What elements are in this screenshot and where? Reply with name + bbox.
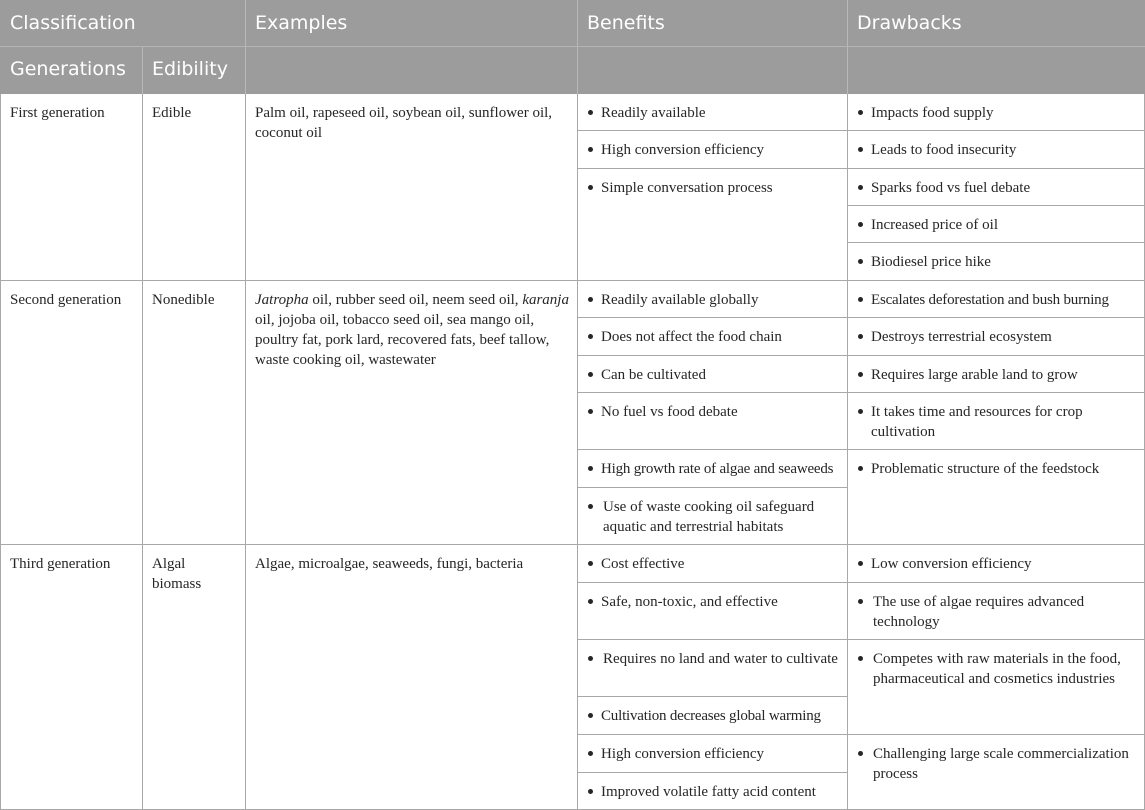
header-edibility: Edibility bbox=[142, 46, 245, 94]
column-divider bbox=[142, 94, 143, 810]
row3-drawback: Low conversion efficiency bbox=[847, 545, 1145, 574]
cell-separator bbox=[847, 734, 1145, 735]
row3-benefit: Cost effective bbox=[577, 545, 847, 574]
cell-separator bbox=[577, 772, 847, 773]
row-separator bbox=[0, 544, 1145, 545]
row3-edibility: Algal biomass bbox=[152, 556, 202, 592]
row3-generation: Third generation bbox=[10, 556, 111, 572]
row3-benefit: Safe, non-toxic, and effective bbox=[577, 583, 847, 612]
header-generations: Generations bbox=[0, 46, 142, 94]
cell-separator bbox=[847, 639, 1145, 640]
cell-separator bbox=[847, 355, 1145, 356]
header-divider bbox=[142, 46, 143, 94]
row2-drawback: Destroys terrestrial ecosystem bbox=[847, 318, 1145, 347]
row2-drawback: Escalates deforestation and bush burning bbox=[847, 281, 1145, 310]
italic-species-name: Jatropha bbox=[255, 292, 309, 308]
row2-drawback: It takes time and resources for crop cultivation bbox=[847, 393, 1145, 442]
cell-separator bbox=[847, 242, 1145, 243]
row1-benefit: Readily available bbox=[577, 94, 847, 123]
column-divider bbox=[245, 94, 246, 810]
italic-species-name: karanja bbox=[522, 292, 569, 308]
row2-benefit: High growth rate of algae and seaweeds bbox=[577, 450, 847, 479]
row1-drawback: Leads to food insecurity bbox=[847, 131, 1145, 160]
row2-examples bbox=[245, 281, 577, 370]
row2-benefit: No fuel vs food debate bbox=[577, 393, 847, 422]
row1-examples: Palm oil, rapeseed oil, soybean oil, sunflower oil, coconut oil bbox=[255, 105, 553, 141]
row1-drawback: Increased price of oil bbox=[847, 206, 1145, 235]
header-benefits: Benefits bbox=[577, 0, 847, 46]
cell-separator bbox=[577, 639, 847, 640]
examples-text: oil, jojoba oil, tobacco seed oil, sea mango oil, poultry fat, pork lard, recovered fats, beef tallow, waste cooking oil, wastewater bbox=[255, 312, 550, 368]
row2-benefit: Use of waste cooking oil safeguard aquatic and terrestrial habitats bbox=[577, 488, 847, 537]
row2-generation: Second generation bbox=[10, 292, 122, 308]
header-examples: Examples bbox=[245, 0, 577, 46]
cell-separator bbox=[577, 392, 847, 393]
row2-drawback: Requires large arable land to grow bbox=[847, 356, 1145, 385]
cell-separator bbox=[577, 582, 847, 583]
row3-benefit: Improved volatile fatty acid content bbox=[577, 773, 847, 802]
cell-separator bbox=[847, 130, 1145, 131]
row2-benefit: Readily available globally bbox=[577, 281, 847, 310]
cell-separator bbox=[847, 392, 1145, 393]
cell-separator bbox=[847, 449, 1145, 450]
header-benefits-sub bbox=[577, 46, 847, 94]
header-divider bbox=[577, 0, 578, 94]
cell-separator bbox=[847, 317, 1145, 318]
cell-separator bbox=[577, 317, 847, 318]
row3-benefit: Requires no land and water to cultivate bbox=[577, 640, 847, 669]
cell-separator bbox=[577, 130, 847, 131]
row3-examples: Algae, microalgae, seaweeds, fungi, bacteria bbox=[255, 556, 524, 572]
cell-separator bbox=[577, 487, 847, 488]
row2-benefit: Can be cultivated bbox=[577, 356, 847, 385]
cell-separator bbox=[847, 205, 1145, 206]
row2-edibility: Nonedible bbox=[152, 292, 215, 308]
cell-separator bbox=[577, 449, 847, 450]
cell-separator bbox=[847, 168, 1145, 169]
header-divider bbox=[847, 0, 848, 94]
examples-text: oil, rubber seed oil, neem seed oil, bbox=[308, 292, 523, 308]
row1-edibility: Edible bbox=[152, 105, 192, 121]
row1-benefit: High conversion efficiency bbox=[577, 131, 847, 160]
row3-drawback: The use of algae requires advanced technology bbox=[847, 583, 1145, 632]
cell-separator bbox=[847, 582, 1145, 583]
header-divider bbox=[0, 46, 1145, 47]
row2-benefit: Does not affect the food chain bbox=[577, 318, 847, 347]
header-drawbacks-sub bbox=[847, 46, 1145, 94]
row3-benefit: High conversion efficiency bbox=[577, 735, 847, 764]
row-separator bbox=[0, 280, 1145, 281]
row1-drawback: Sparks food vs fuel debate bbox=[847, 169, 1145, 198]
header-drawbacks: Drawbacks bbox=[847, 0, 1145, 46]
row3-drawback: Competes with raw materials in the food, pharmaceutical and cosmetics industries bbox=[847, 640, 1145, 689]
cell-separator bbox=[577, 734, 847, 735]
header-examples-sub bbox=[245, 46, 577, 94]
header-classification: Classification bbox=[0, 0, 245, 46]
header-divider bbox=[245, 0, 246, 94]
cell-separator bbox=[577, 168, 847, 169]
column-divider bbox=[847, 94, 848, 810]
row1-drawback: Impacts food supply bbox=[847, 94, 1145, 123]
cell-separator bbox=[577, 355, 847, 356]
row1-drawback: Biodiesel price hike bbox=[847, 243, 1145, 272]
row3-benefit: Cultivation decreases global warming bbox=[577, 697, 847, 726]
column-divider bbox=[577, 94, 578, 810]
row2-drawback: Problematic structure of the feedstock bbox=[847, 450, 1145, 479]
row3-drawback: Challenging large scale commercialization process bbox=[847, 735, 1145, 784]
row1-generation: First generation bbox=[10, 105, 105, 121]
row1-benefit: Simple conversation process bbox=[577, 169, 847, 198]
cell-separator bbox=[577, 696, 847, 697]
table-border-left bbox=[0, 94, 1, 810]
